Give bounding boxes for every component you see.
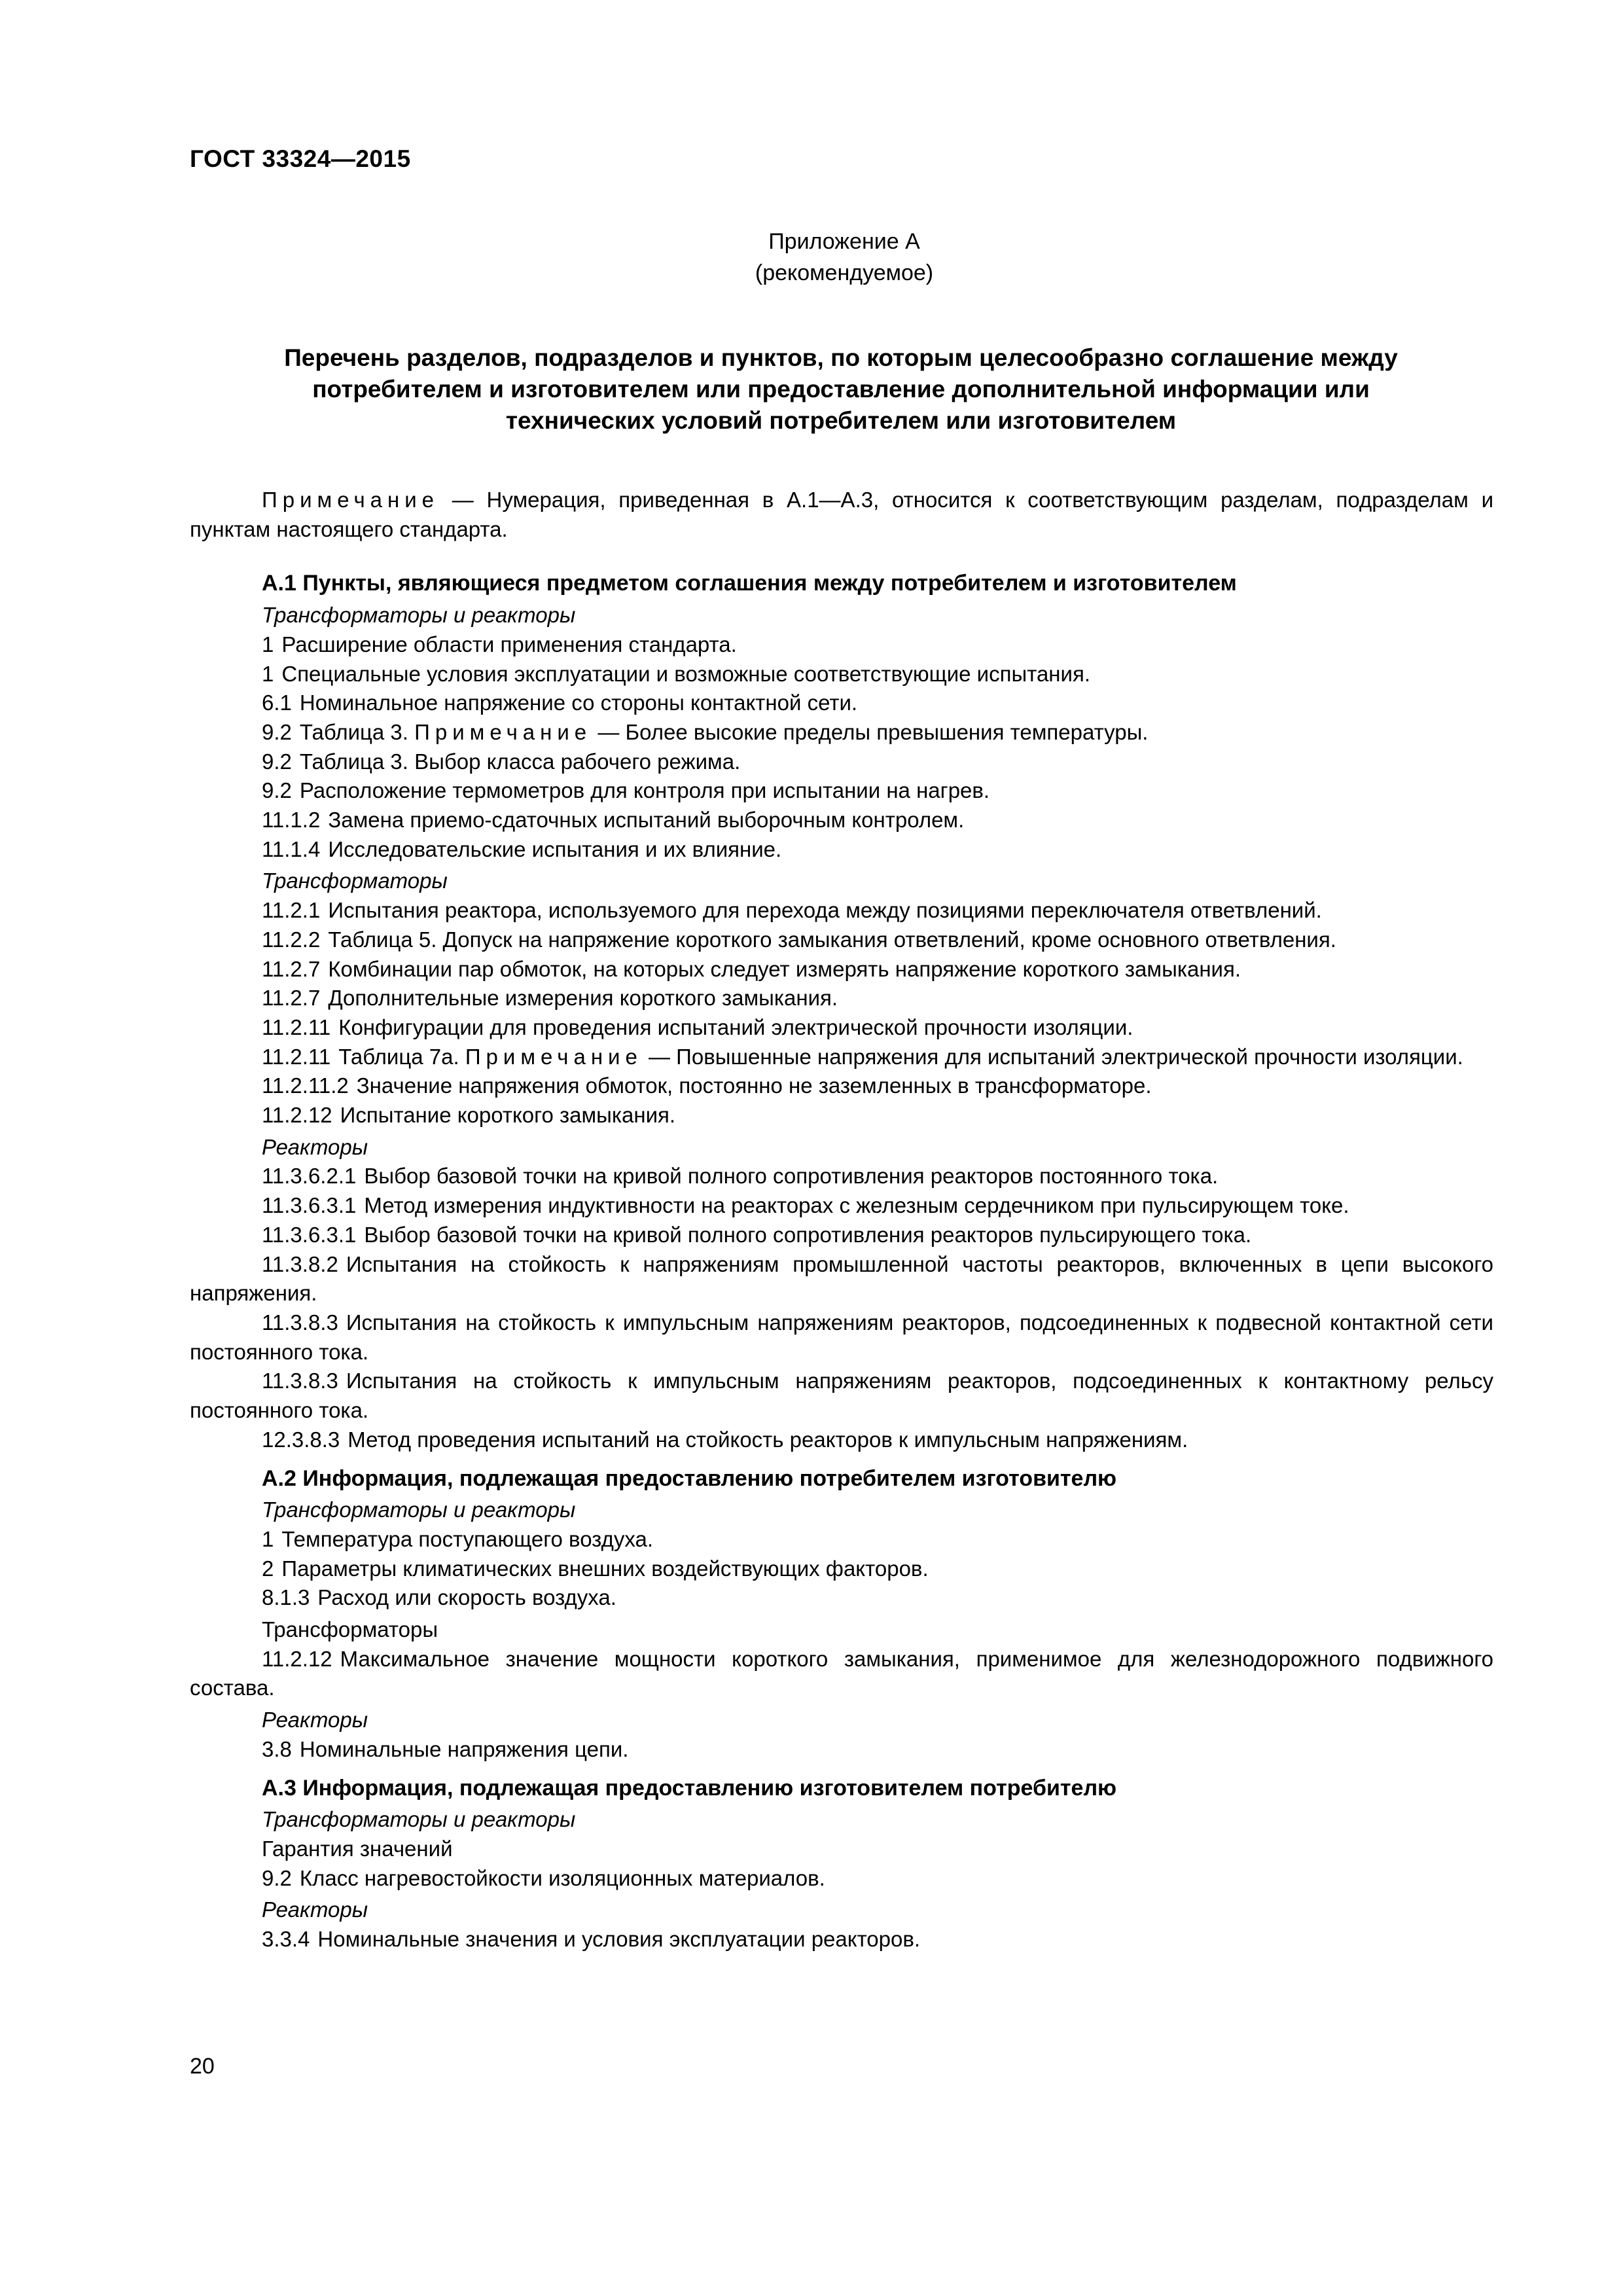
item-text: Расход или скорость воздуха. (317, 1585, 616, 1610)
list-item (190, 718, 1493, 747)
list-item (190, 1735, 1493, 1765)
list-item (190, 1925, 1493, 1954)
note-label: Примечание (262, 488, 440, 512)
item-text: Таблица 7а. (338, 1044, 459, 1069)
item-number: 6.1 (262, 691, 292, 715)
list-item (190, 955, 1493, 984)
item-text: Параметры климатических внешних воздействующих факторов. (281, 1556, 929, 1581)
item-text: Номинальные напряжения цепи. (299, 1736, 629, 1761)
title-line: Перечень разделов, подразделов и пунктов, по которым целесообразно соглашение между (284, 344, 1398, 371)
list-item (190, 1835, 1493, 1864)
section-heading: А.2 Информация, подлежащая предоставлению потребителем изготовителю (262, 1465, 1117, 1491)
list-item (190, 660, 1493, 689)
item-number: 3.8 (262, 1736, 292, 1761)
item-note-text: — Более высокие пределы превышения температуры. (592, 719, 1149, 744)
list-item (190, 1191, 1493, 1221)
item-text: Температура поступающего воздуха. (281, 1526, 653, 1551)
item-text: Таблица 3. Выбор класса рабочего режима. (299, 749, 741, 774)
item-number: 11.3.6.3.1 (262, 1222, 357, 1247)
item-text: Специальные условия эксплуатации и возможные соответствующие испытания. (281, 661, 1090, 686)
item-number: 9.2 (262, 719, 292, 744)
item-number: 2 (262, 1556, 274, 1581)
title-line: технических условий потребителем или изготовителем (505, 407, 1177, 434)
item-text: Таблица 3. (299, 719, 408, 744)
group-title: Реакторы (262, 1134, 368, 1159)
item-text: Номинальные значения и условия эксплуатации реакторов. (317, 1927, 921, 1952)
list-item (190, 1071, 1493, 1101)
item-text: Значение напряжения обмоток, постоянно не заземленных в трансформаторе. (356, 1073, 1152, 1098)
list-item (190, 1308, 1493, 1367)
list-item (190, 896, 1493, 925)
appendix-heading (0, 226, 1623, 289)
item-number: 11.2.2 (262, 927, 321, 952)
sections-container (190, 569, 1493, 1954)
item-text: Выбор базовой точки на кривой полного сопротивления реакторов пульсирующего тока. (364, 1222, 1252, 1247)
item-text: Таблица 5. Допуск на напряжение короткого замыкания ответвлений, кроме основного ответвления. (328, 927, 1336, 952)
item-number: 11.2.7 (262, 986, 321, 1011)
item-text: Испытания реактора, используемого для перехода между позициями переключателя ответвлений. (328, 898, 1322, 923)
item-number: 11.2.11.2 (262, 1073, 349, 1098)
item-note-label: Примечание (465, 1044, 643, 1069)
document-id: ГОСТ 33324—2015 (190, 145, 411, 172)
item-text: Класс нагревостойкости изоляционных материалов. (299, 1865, 825, 1890)
appendix-title (190, 342, 1492, 437)
item-text: Исследовательские испытания и их влияние. (328, 836, 782, 861)
item-number: 9.2 (262, 1865, 292, 1890)
item-text: Метод измерения индуктивности на реакторах с железным сердечником при пульсирующем токе. (364, 1193, 1349, 1218)
appendix-status: (рекомендуемое) (755, 260, 934, 285)
list-item (190, 806, 1493, 835)
page-number: 20 (190, 2054, 215, 2079)
item-number: 12.3.8.3 (262, 1427, 340, 1452)
list-item (190, 1250, 1493, 1308)
appendix-label: Приложение А (768, 229, 920, 254)
item-text: Конфигурации для проведения испытаний электрической прочности изоляции. (338, 1014, 1133, 1039)
item-text: Испытания на стойкость к напряжениям промышленной частоты реакторов, включенных в цепи высокого напряжения. (190, 1251, 1493, 1306)
section-heading: А.1 Пункты, являющиеся предметом соглашения между потребителем и изготовителем (262, 571, 1237, 596)
item-number: 11.1.2 (262, 808, 321, 833)
item-number: 1 (262, 632, 274, 656)
item-note-text: — Повышенные напряжения для испытаний электрической прочности изоляции. (642, 1044, 1463, 1069)
item-number: 11.3.8.3 (262, 1310, 338, 1335)
item-number: 11.3.8.3 (262, 1369, 338, 1393)
item-number: 11.3.6.3.1 (262, 1193, 357, 1218)
item-text: Замена приемо-сдаточных испытаний выборочным контролем. (328, 808, 965, 833)
item-number: 8.1.3 (262, 1585, 310, 1610)
item-number: 11.2.1 (262, 898, 321, 923)
group-title: Реакторы (262, 1708, 368, 1732)
note-paragraph (190, 486, 1493, 544)
item-number: 1 (262, 1526, 274, 1551)
list-item (190, 1426, 1493, 1455)
item-number: 11.3.6.2.1 (262, 1164, 357, 1189)
list-item (190, 1101, 1493, 1130)
item-text: Дополнительные измерения короткого замыкания. (328, 986, 838, 1011)
item-text: Расположение термометров для контроля при испытании на нагрев. (299, 778, 990, 803)
list-item (190, 925, 1493, 955)
document-body (190, 486, 1493, 1954)
note-text: — Нумерация, приведенная в А.1—А.3, относится к соответствующим разделам, подразделам и пунктам настоящего стандарта. (190, 488, 1493, 541)
list-item (190, 1043, 1493, 1072)
list-item (190, 984, 1493, 1013)
group-title: Трансформаторы и реакторы (262, 603, 576, 628)
group-title: Трансформаторы и реакторы (262, 1498, 576, 1522)
list-item (190, 776, 1493, 806)
item-text: Гарантия значений (262, 1836, 453, 1861)
item-number: 11.3.8.2 (262, 1251, 338, 1276)
item-text: Расширение области применения стандарта. (281, 632, 737, 656)
item-number: 11.2.12 (262, 1103, 332, 1128)
list-item (190, 1221, 1493, 1250)
item-number: 9.2 (262, 749, 292, 774)
list-item (190, 1583, 1493, 1613)
item-number: 11.2.12 (262, 1646, 332, 1671)
list-item (190, 689, 1493, 718)
list-item (190, 1162, 1493, 1191)
group-title: Трансформаторы (262, 1617, 438, 1642)
item-number: 9.2 (262, 778, 292, 803)
list-item (190, 1013, 1493, 1043)
list-item (190, 1367, 1493, 1425)
group-title: Трансформаторы и реакторы (262, 1807, 576, 1832)
group-title: Реакторы (262, 1897, 368, 1922)
item-text: Метод проведения испытаний на стойкость реакторов к импульсным напряжениям. (348, 1427, 1188, 1452)
item-number: 11.2.11 (262, 1044, 331, 1069)
item-number: 1 (262, 661, 274, 686)
list-item (190, 1864, 1493, 1893)
item-text: Испытание короткого замыкания. (340, 1103, 676, 1128)
item-note-label: Примечание (414, 719, 592, 744)
section-heading: А.3 Информация, подлежащая предоставлению изготовителем потребителю (262, 1775, 1117, 1801)
list-item (190, 1645, 1493, 1703)
item-number: 11.2.7 (262, 956, 321, 981)
item-text: Номинальное напряжение со стороны контактной сети. (299, 691, 858, 715)
item-text: Испытания на стойкость к импульсным напряжениям реакторов, подсоединенных к подвесной контактной сети постоянного тока. (190, 1310, 1493, 1364)
title-line: потребителем и изготовителем или предоставление дополнительной информации или (312, 376, 1370, 403)
list-item (190, 1525, 1493, 1554)
list-item (190, 835, 1493, 865)
item-text: Комбинации пар обмоток, на которых следует измерять напряжение короткого замыкания. (328, 956, 1241, 981)
item-text: Максимальное значение мощности короткого замыкания, применимое для железнодорожного подвижного состава. (190, 1646, 1493, 1700)
item-text: Выбор базовой точки на кривой полного сопротивления реакторов постоянного тока. (364, 1164, 1219, 1189)
item-number: 3.3.4 (262, 1927, 310, 1952)
item-text: Испытания на стойкость к импульсным напряжениям реакторов, подсоединенных к контактному рельсу постоянного тока. (190, 1369, 1493, 1423)
list-item (190, 747, 1493, 777)
item-number: 11.1.4 (262, 836, 321, 861)
list-item (190, 630, 1493, 660)
list-item (190, 1554, 1493, 1584)
group-title: Трансформаторы (262, 869, 448, 893)
item-number: 11.2.11 (262, 1014, 331, 1039)
